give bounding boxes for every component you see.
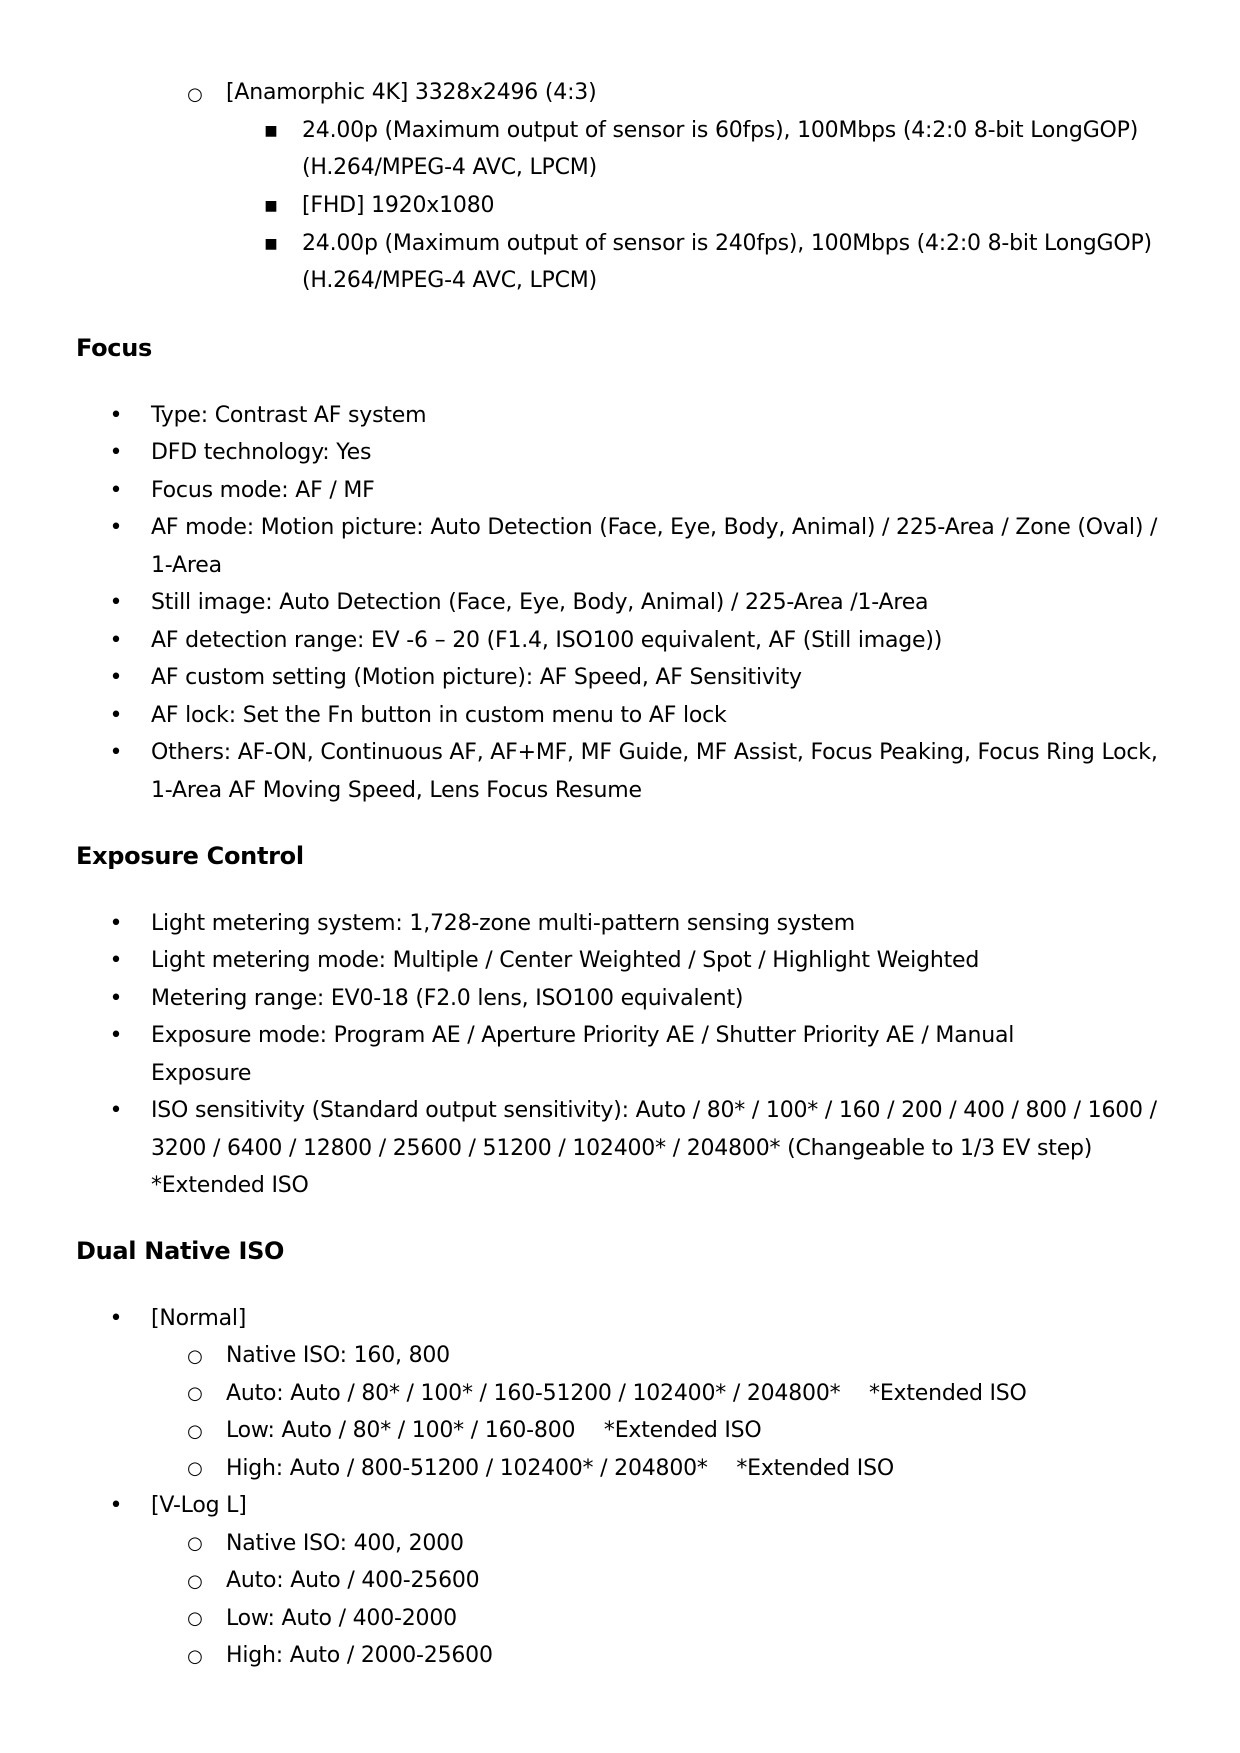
dot-bullet-icon: • [109, 703, 123, 728]
dot-bullet-icon: • [109, 403, 123, 428]
square-bullet-icon: ■ [264, 198, 278, 214]
dot-bullet-icon: • [109, 740, 123, 765]
list-item: Light metering system: 1,728-zone multi-pattern sensing system [151, 911, 855, 936]
list-item: Light metering mode: Multiple / Center Weighted / Spot / Highlight Weighted [151, 948, 980, 973]
dot-bullet-icon: • [109, 478, 123, 503]
list-item-continuation: (H.264/MPEG-4 AVC, LPCM) [302, 268, 597, 293]
dot-bullet-icon: • [109, 1098, 123, 1123]
circle-bullet-icon: ○ [187, 1346, 203, 1367]
circle-bullet-icon: ○ [187, 1421, 203, 1442]
list-item: Native ISO: 400, 2000 [226, 1531, 464, 1556]
section-heading-exposure: Exposure Control [76, 842, 304, 870]
list-item: High: Auto / 2000-25600 [226, 1643, 493, 1668]
circle-bullet-icon: ○ [187, 1571, 203, 1592]
list-item: Type: Contrast AF system [151, 403, 427, 428]
list-item: AF lock: Set the Fn button in custom menu to AF lock [151, 703, 727, 728]
list-item-continuation: 1-Area [151, 553, 222, 578]
list-item: Still image: Auto Detection (Face, Eye, Body, Animal) / 225-Area /1-Area [151, 590, 929, 615]
list-item-continuation: Exposure [151, 1061, 252, 1086]
square-bullet-icon: ■ [264, 123, 278, 139]
circle-bullet-icon: ○ [187, 84, 203, 105]
dot-bullet-icon: • [109, 590, 123, 615]
list-item: [V-Log L] [151, 1493, 247, 1518]
list-item: Low: Auto / 80* / 100* / 160-800 *Extended ISO [226, 1418, 762, 1443]
dot-bullet-icon: • [109, 515, 123, 540]
list-item: DFD technology: Yes [151, 440, 372, 465]
list-item-continuation: 1-Area AF Moving Speed, Lens Focus Resume [151, 778, 642, 803]
list-item: [FHD] 1920x1080 [302, 193, 495, 218]
section-heading-focus: Focus [76, 334, 153, 362]
list-item: AF custom setting (Motion picture): AF Speed, AF Sensitivity [151, 665, 802, 690]
section-heading-dual-iso: Dual Native ISO [76, 1237, 285, 1265]
dot-bullet-icon: • [109, 628, 123, 653]
list-item: Native ISO: 160, 800 [226, 1343, 450, 1368]
square-bullet-icon: ■ [264, 236, 278, 252]
list-item: AF detection range: EV -6 – 20 (F1.4, ISO100 equivalent, AF (Still image)) [151, 628, 943, 653]
dot-bullet-icon: • [109, 948, 123, 973]
list-item: Auto: Auto / 400-25600 [226, 1568, 480, 1593]
circle-bullet-icon: ○ [187, 1646, 203, 1667]
circle-bullet-icon: ○ [187, 1608, 203, 1629]
list-item: [Normal] [151, 1306, 247, 1331]
circle-bullet-icon: ○ [187, 1458, 203, 1479]
dot-bullet-icon: • [109, 911, 123, 936]
list-item: 24.00p (Maximum output of sensor is 240fps), 100Mbps (4:2:0 8-bit LongGOP) [302, 231, 1152, 256]
list-item: Low: Auto / 400-2000 [226, 1606, 457, 1631]
list-item-continuation: 3200 / 6400 / 12800 / 25600 / 51200 / 102400* / 204800* (Changeable to 1/3 EV step) [151, 1136, 1093, 1161]
list-item: 24.00p (Maximum output of sensor is 60fps), 100Mbps (4:2:0 8-bit LongGOP) [302, 118, 1139, 143]
list-item: Auto: Auto / 80* / 100* / 160-51200 / 102400* / 204800* *Extended ISO [226, 1381, 1027, 1406]
dot-bullet-icon: • [109, 1493, 123, 1518]
list-item: AF mode: Motion picture: Auto Detection (Face, Eye, Body, Animal) / 225-Area / Zone (Oval) / [151, 515, 1158, 540]
list-item: [Anamorphic 4K] 3328x2496 (4:3) [226, 80, 597, 105]
list-item: Exposure mode: Program AE / Aperture Priority AE / Shutter Priority AE / Manual [151, 1023, 1015, 1048]
list-item: Metering range: EV0-18 (F2.0 lens, ISO100 equivalent) [151, 986, 744, 1011]
list-item: ISO sensitivity (Standard output sensitivity): Auto / 80* / 100* / 160 / 200 / 400 / 800 / 1600 / [151, 1098, 1157, 1123]
dot-bullet-icon: • [109, 440, 123, 465]
list-item: Focus mode: AF / MF [151, 478, 375, 503]
dot-bullet-icon: • [109, 1306, 123, 1331]
dot-bullet-icon: • [109, 1023, 123, 1048]
list-item-continuation: (H.264/MPEG-4 AVC, LPCM) [302, 155, 597, 180]
dot-bullet-icon: • [109, 986, 123, 1011]
circle-bullet-icon: ○ [187, 1533, 203, 1554]
list-item: High: Auto / 800-51200 / 102400* / 204800* *Extended ISO [226, 1456, 894, 1481]
list-item-continuation: *Extended ISO [151, 1173, 309, 1198]
list-item: Others: AF-ON, Continuous AF, AF+MF, MF Guide, MF Assist, Focus Peaking, Focus Ring Lock, [151, 740, 1158, 765]
circle-bullet-icon: ○ [187, 1383, 203, 1404]
dot-bullet-icon: • [109, 665, 123, 690]
